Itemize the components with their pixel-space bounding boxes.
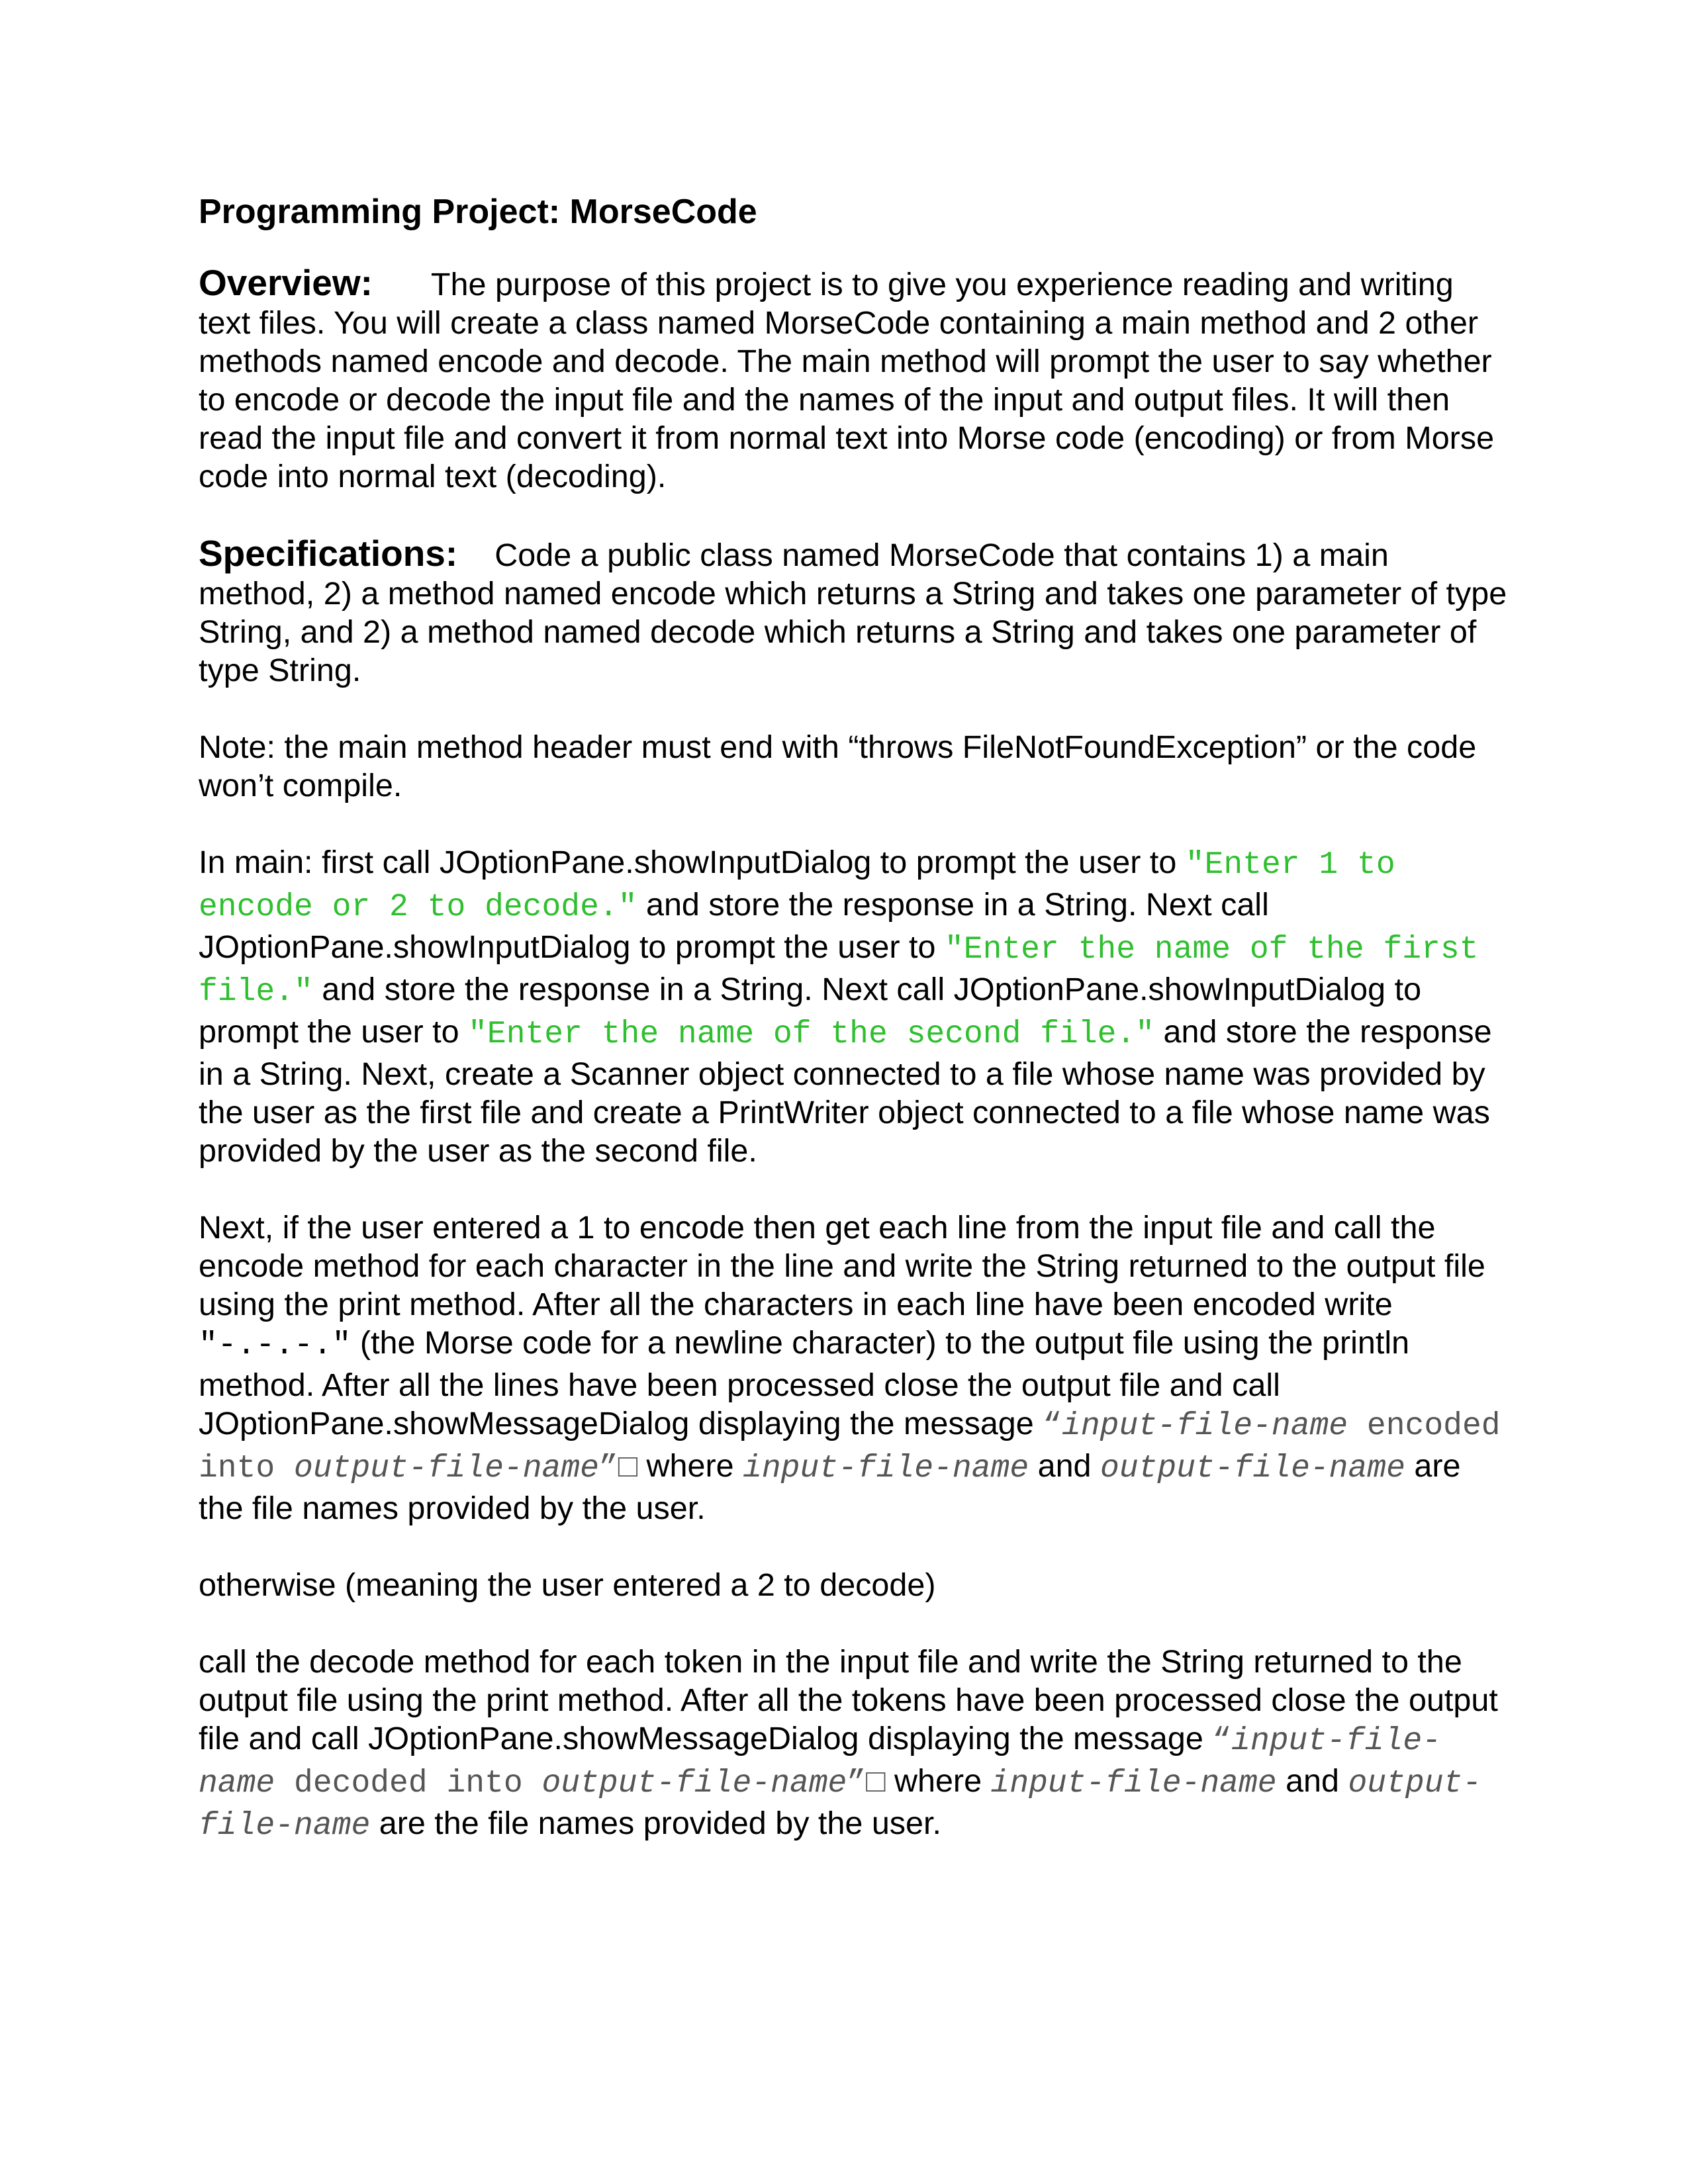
newline-morse-code: "-.-.-.": [199, 1328, 352, 1363]
main-method-paragraph: [199, 843, 1509, 1170]
overview-section: [199, 263, 1509, 496]
decode-text-4: are the file names provided by the user.: [370, 1805, 941, 1841]
specifications-section: [199, 534, 1509, 690]
prompt-second-file: "Enter the name of the second file.": [468, 1017, 1155, 1052]
encode-paragraph: [199, 1208, 1509, 1527]
encode-text-1: Next, if the user entered a 1 to encode then get each line from the input file and call the encode method for each character in the line and write the String returned to the output file using the print method. After all the characters in each line have been encoded write: [199, 1210, 1485, 1322]
main-text-1: In main: first call JOptionPane.showInputDialog to prompt the user to: [199, 844, 1186, 880]
note-paragraph: Note: the main method header must end with “throws FileNotFoundException” or the code won’t compile.: [199, 729, 1477, 803]
encode-message-middle: encoded into: [199, 1408, 1501, 1486]
missing-glyph-box: □: [866, 1763, 886, 1799]
overview-text: The purpose of this project is to give you experience reading and writing text files. You will create a class named MorseCode containing a main method and 2 other methods named encode and decode. The main method will prompt the user to say whether to encode or decode the input file and the names of the input and output files. It will then read the input file and convert it from normal text into Morse code (encoding) or from Morse code into normal text (decoding).: [199, 267, 1495, 494]
otherwise-paragraph: otherwise (meaning the user entered a 2 to decode): [199, 1567, 936, 1603]
encode-text-4: and: [1029, 1448, 1101, 1484]
prompt-encode-decode: "Enter 1 to encode or 2 to decode.": [199, 847, 1395, 925]
document-page: [199, 192, 1509, 1885]
encode-quote-open: “: [1043, 1408, 1062, 1444]
decode-text-3: and: [1276, 1763, 1348, 1799]
encode-output-file-name: output-file-name: [1100, 1451, 1405, 1486]
encode-text-5: are the file names provided by the user.: [199, 1448, 1461, 1526]
decode-text-2: where: [885, 1763, 991, 1799]
decode-message-output-name: output-file-name: [541, 1766, 847, 1801]
specifications-text: Code a public class named MorseCode that contains 1) a main method, 2) a method named encode which returns a String and takes one parameter of type String, and 2) a method named decode which returns a String and takes one parameter of type String.: [199, 537, 1507, 688]
decode-output-file-name: output-file-name: [199, 1766, 1482, 1844]
prompt-first-file: "Enter the name of the first file.": [199, 932, 1479, 1010]
main-text-2: and store the response in a String. Next call JOptionPane.showInputDialog to prompt the user to: [199, 887, 1269, 965]
main-text-3: and store the response in a String. Next call JOptionPane.showInputDialog to prompt the user to: [199, 972, 1422, 1050]
decode-input-file-name: input-file-name: [990, 1766, 1277, 1801]
encode-text-3: where: [637, 1448, 743, 1484]
decode-text-1: call the decode method for each token in the input file and write the String returned to the output file using the print method. After all the tokens have been processed close the output file and call JOptionPane.showMessageDialog displaying the message: [199, 1644, 1498, 1756]
decode-paragraph: [199, 1643, 1509, 1846]
missing-glyph-box: □: [618, 1448, 638, 1484]
encode-message-input-name: input-file-name: [1062, 1408, 1348, 1444]
encode-text-2: (the Morse code for a newline character) to the output file using the println method. After all the lines have been processed close the output file and call JOptionPane.showMessageDialog displaying the message: [199, 1325, 1410, 1441]
encode-quote-close: ”: [598, 1451, 618, 1486]
decode-quote-open: “: [1212, 1723, 1232, 1759]
decode-message-input-name: input-file-name: [199, 1723, 1441, 1801]
decode-message-middle: decoded into: [275, 1766, 542, 1801]
page-title: Programming Project: MorseCode: [199, 193, 757, 231]
overview-heading: Overview:: [199, 262, 373, 303]
main-text-4: and store the response in a String. Next, create a Scanner object connected to a file whose name was provided by the user as the first file and create a PrintWriter object connected to a file whose name was provided by the user as the second file.: [199, 1014, 1492, 1169]
encode-message-output-name: output-file-name: [294, 1451, 599, 1486]
decode-quote-close: ”: [847, 1766, 867, 1801]
specifications-heading: Specifications:: [199, 533, 458, 574]
encode-input-file-name: input-file-name: [743, 1451, 1029, 1486]
